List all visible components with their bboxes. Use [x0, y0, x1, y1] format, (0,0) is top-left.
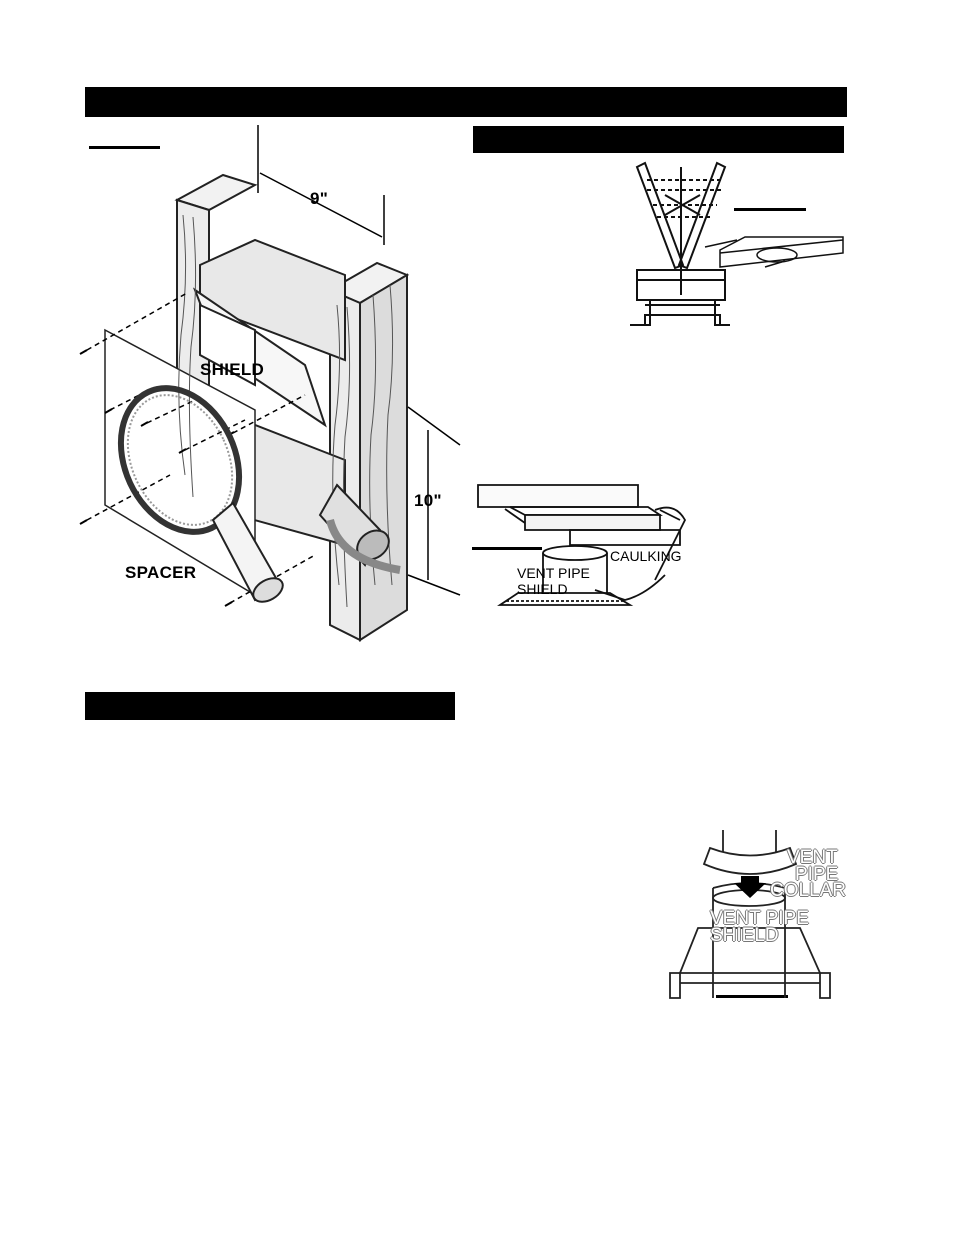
collar-label-collar: COLLAR — [770, 880, 847, 901]
shield2-label-line2: SHIELD — [710, 925, 779, 946]
vent-pipe-shield-label: VENT PIPE SHIELD — [517, 565, 590, 597]
ceiling-shield-illustration — [625, 155, 850, 335]
bottom-section-header-bar — [85, 692, 455, 720]
caulking-label: CAULKING — [610, 548, 682, 564]
shield2-label-line1: VENT PIPE — [710, 908, 809, 929]
shield-label: SHIELD — [200, 360, 265, 379]
collar-label-vent: VENT — [787, 847, 838, 868]
wall-height-dimension: 10" — [414, 491, 442, 510]
right-section-header-bar — [473, 126, 844, 153]
main-header-bar — [85, 87, 847, 117]
spacer-label: SPACER — [125, 563, 197, 582]
wall-width-dimension: 9" — [310, 189, 329, 208]
collar-label-pipe: PIPE — [795, 864, 839, 885]
